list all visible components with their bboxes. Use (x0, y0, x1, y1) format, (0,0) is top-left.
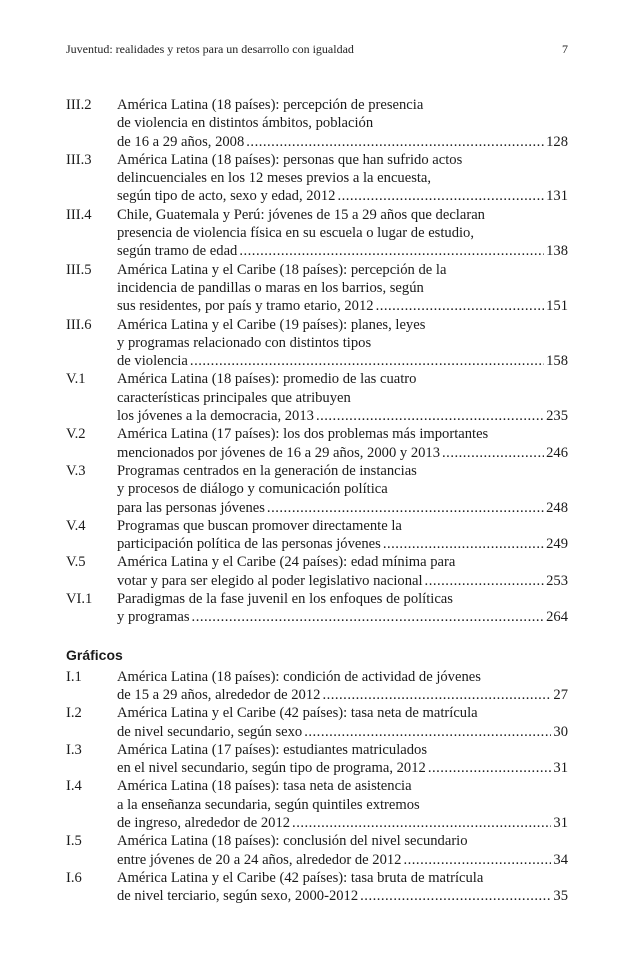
entry-number: V.2 (66, 426, 86, 443)
dot-leader (239, 242, 544, 260)
entry-last-line (117, 444, 568, 462)
entry-title-line: de nivel secundario, según sexo (117, 723, 303, 740)
dot-leader (442, 444, 544, 462)
dot-leader (383, 535, 544, 553)
entry-number: I.2 (66, 705, 82, 722)
entry-page-number[interactable]: 27 (553, 686, 568, 703)
entry-title-line: de violencia (117, 353, 188, 370)
toc-entry[interactable] (66, 741, 568, 778)
entry-number: V.4 (66, 517, 86, 534)
toc-entry[interactable] (66, 869, 568, 906)
entry-number: V.5 (66, 554, 86, 571)
entry-title-line: entre jóvenes de 20 a 24 años, alrededor de 2012 (117, 851, 402, 868)
entry-page-number[interactable]: 138 (546, 243, 568, 260)
entry-title (117, 462, 568, 517)
entry-title (117, 704, 568, 741)
running-header (66, 42, 568, 57)
toc-entry[interactable] (66, 668, 568, 705)
entry-page-number[interactable]: 249 (546, 536, 568, 553)
graficos-list (66, 668, 568, 906)
section-heading-graficos: Gráficos (66, 646, 123, 663)
entry-last-line (117, 851, 568, 869)
dot-leader (267, 499, 544, 517)
dot-leader (292, 814, 551, 832)
entry-title-line: América Latina (17 países): estudiantes matriculados (117, 741, 428, 758)
entry-title-line: América Latina (18 países): condición de actividad de jóvenes (117, 668, 481, 685)
entry-last-line (117, 814, 568, 832)
entry-title (117, 151, 568, 206)
entry-title-line: mencionados por jóvenes de 16 a 29 años, 2000 y 2013 (117, 444, 441, 461)
entry-title-line: América Latina (17 países): los dos problemas más importantes (117, 426, 489, 443)
entry-title-line: de 16 a 29 años, 2008 (117, 133, 245, 150)
entry-title-line: América Latina (18 países): tasa neta de asistencia (117, 778, 412, 795)
toc-entry[interactable] (66, 96, 568, 151)
entry-last-line (117, 133, 568, 151)
entry-title (117, 553, 568, 590)
entry-title-line: Paradigmas de la fase juvenil en los enfoques de políticas (117, 591, 453, 608)
entry-last-line (117, 352, 568, 370)
toc-entry[interactable] (66, 206, 568, 261)
entry-title (117, 425, 568, 462)
entry-title (117, 370, 568, 425)
entry-number: V.1 (66, 371, 86, 388)
entry-page-number[interactable]: 264 (546, 609, 568, 626)
entry-title-line: Programas que buscan promover directamente la (117, 517, 402, 534)
entry-title-line: América Latina y el Caribe (18 países): percepción de la (117, 261, 447, 278)
entry-title-line: América Latina (18 países): personas que han sufrido actos (117, 151, 463, 168)
toc-entry[interactable] (66, 590, 568, 627)
toc-entry[interactable] (66, 151, 568, 206)
entry-page-number[interactable]: 30 (553, 723, 568, 740)
entry-last-line (117, 572, 568, 590)
dot-leader (360, 887, 551, 905)
entry-title-line: de nivel terciario, según sexo, 2000-2012 (117, 888, 359, 905)
dot-leader (322, 686, 551, 704)
entry-title-line: sus residentes, por país y tramo etario, 2012 (117, 298, 374, 315)
entry-page-number[interactable]: 235 (546, 408, 568, 425)
toc-entry[interactable] (66, 777, 568, 832)
entry-number: III.2 (66, 97, 92, 113)
dot-leader (337, 187, 544, 205)
entry-title-line: de ingreso, alrededor de 2012 (117, 814, 291, 831)
entry-title-line: América Latina (18 países): percepción de presencia (117, 97, 424, 113)
entry-last-line (117, 723, 568, 741)
entry-title (117, 316, 568, 371)
entry-number: VI.1 (66, 591, 93, 608)
toc-entry[interactable] (66, 425, 568, 462)
entry-title-line: a la enseñanza secundaria, según quintiles extremos (117, 796, 420, 813)
entry-number: III.4 (66, 206, 92, 223)
cuadros-list (66, 96, 568, 627)
entry-number: III.3 (66, 151, 92, 168)
entry-title (117, 261, 568, 316)
dot-leader (246, 133, 544, 151)
dot-leader (316, 407, 544, 425)
entry-title (117, 590, 568, 627)
entry-title-line: y programas (117, 609, 190, 626)
entry-last-line (117, 499, 568, 517)
toc-entry[interactable] (66, 370, 568, 425)
entry-title-line: y programas relacionado con distintos tipos (117, 334, 372, 351)
entry-page-number[interactable]: 128 (546, 133, 568, 150)
entry-title-line: características principales que atribuyen (117, 389, 351, 406)
page-number: 7 (562, 42, 568, 56)
entry-title-line: América Latina y el Caribe (19 países): planes, leyes (117, 316, 426, 333)
entry-page-number[interactable]: 35 (553, 888, 568, 905)
entry-title-line: de 15 a 29 años, alrededor de 2012 (117, 686, 321, 703)
entry-last-line (117, 297, 568, 315)
entry-title-line: Chile, Guatemala y Perú: jóvenes de 15 a 29 años que declaran (117, 206, 485, 223)
entry-title-line: de violencia en distintos ámbitos, población (117, 115, 374, 132)
table-of-contents (66, 96, 568, 905)
entry-title-line: para las personas jóvenes (117, 499, 265, 516)
entry-last-line (117, 242, 568, 260)
entry-title-line: Programas centrados en la generación de instancias (117, 462, 417, 479)
entry-title (117, 777, 568, 832)
entry-number: I.4 (66, 778, 82, 795)
entry-title (117, 96, 568, 151)
entry-title-line: América Latina y el Caribe (24 países): edad mínima para (117, 554, 456, 571)
entry-title-line: América Latina y el Caribe (42 países): tasa neta de matrícula (117, 705, 478, 722)
entry-number: III.6 (66, 316, 92, 333)
entry-title (117, 206, 568, 261)
toc-entry[interactable] (66, 704, 568, 741)
entry-page-number[interactable]: 31 (553, 760, 568, 777)
toc-entry[interactable] (66, 316, 568, 371)
entry-title-line: y procesos de diálogo y comunicación política (117, 481, 388, 498)
entry-last-line (117, 759, 568, 777)
toc-entry[interactable] (66, 832, 568, 869)
dot-leader (428, 759, 552, 777)
entry-page-number[interactable]: 246 (546, 444, 568, 461)
entry-number: I.6 (66, 869, 82, 886)
entry-last-line (117, 686, 568, 704)
entry-title-line: delincuenciales en los 12 meses previos a la encuesta, (117, 170, 432, 187)
entry-last-line (117, 187, 568, 205)
entry-last-line (117, 535, 568, 553)
dot-leader (376, 297, 545, 315)
entry-title (117, 741, 568, 778)
dot-leader (190, 352, 544, 370)
entry-title-line: según tramo de edad (117, 243, 238, 260)
entry-title (117, 869, 568, 906)
dot-leader (304, 723, 551, 741)
entry-page-number[interactable]: 158 (546, 353, 568, 370)
entry-last-line (117, 887, 568, 905)
entry-page-number[interactable]: 253 (546, 572, 568, 589)
entry-number: V.3 (66, 462, 86, 479)
entry-title (117, 832, 568, 869)
entry-title-line: América Latina (18 países): promedio de las cuatro (117, 371, 417, 388)
entry-title-line: incidencia de pandillas o maras en los barrios, según (117, 279, 424, 296)
entry-title-line: en el nivel secundario, según tipo de programa, 2012 (117, 760, 426, 777)
toc-entry[interactable] (66, 553, 568, 590)
toc-entry[interactable] (66, 517, 568, 554)
entry-number: I.3 (66, 741, 82, 758)
entry-title-line: participación política de las personas jóvenes (117, 536, 381, 553)
toc-entry[interactable] (66, 261, 568, 316)
entry-title (117, 517, 568, 554)
entry-title-line: América Latina (18 países): conclusión del nivel secundario (117, 833, 468, 850)
entry-page-number[interactable]: 131 (546, 188, 568, 205)
entry-number: I.5 (66, 833, 82, 850)
dot-leader (425, 572, 545, 590)
entry-last-line (117, 608, 568, 626)
entry-title-line: los jóvenes a la democracia, 2013 (117, 408, 314, 425)
entry-title-line: votar y para ser elegido al poder legislativo nacional (117, 572, 423, 589)
running-title: Juventud: realidades y retos para un desarrollo con igualdad (66, 42, 354, 56)
entry-page-number[interactable]: 151 (546, 298, 568, 315)
dot-leader (192, 608, 545, 626)
entry-page-number[interactable]: 34 (553, 851, 568, 868)
entry-page-number[interactable]: 248 (546, 499, 568, 516)
entry-number: I.1 (66, 668, 82, 685)
entry-title-line: presencia de violencia física en su escuela o lugar de estudio, (117, 225, 474, 242)
entry-last-line (117, 407, 568, 425)
toc-entry[interactable] (66, 462, 568, 517)
entry-number: III.5 (66, 261, 92, 278)
entry-page-number[interactable]: 31 (553, 814, 568, 831)
entry-title (117, 668, 568, 705)
entry-title-line: América Latina y el Caribe (42 países): tasa bruta de matrícula (117, 869, 484, 886)
entry-title-line: según tipo de acto, sexo y edad, 2012 (117, 188, 336, 205)
dot-leader (403, 851, 551, 869)
